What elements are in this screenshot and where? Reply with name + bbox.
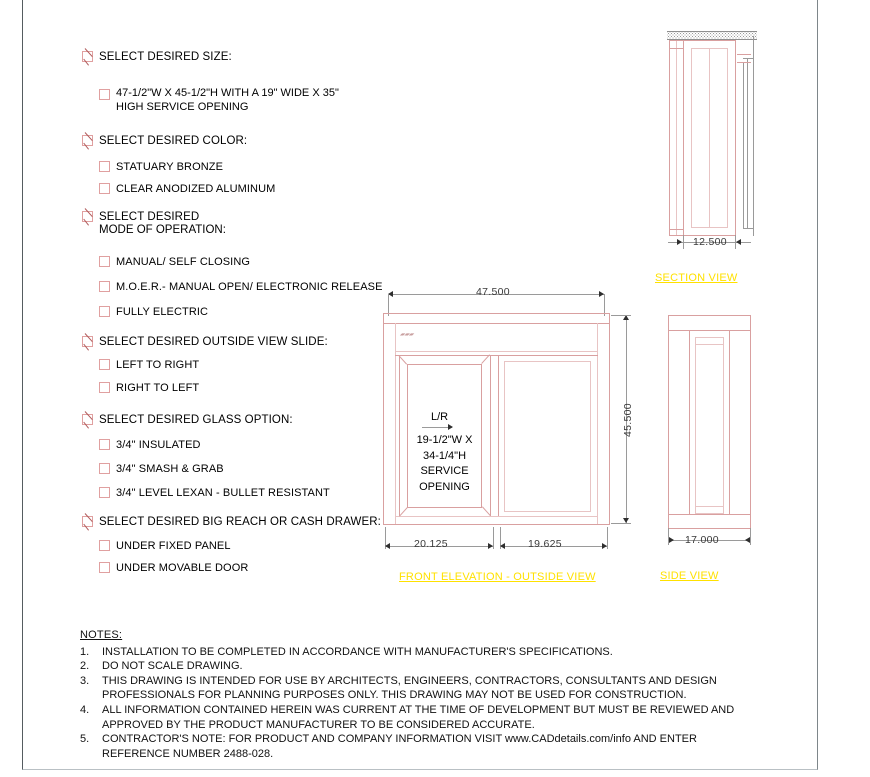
option-item-drawer-2-label: UNDER MOVABLE DOOR: [116, 562, 249, 574]
section-mullion-mid: [743, 63, 744, 228]
note-number: 5.: [80, 733, 90, 746]
note-text: CONTRACTOR'S NOTE: FOR PRODUCT AND COMPANY INFORMATION VISIT www.CADdetails.com/info AND ENTER REFERENCE NUMBER 2488-028.: [102, 733, 697, 760]
bottom-ext-mid-a: [493, 527, 494, 549]
slide-panel-left-stile-outer: [399, 355, 400, 516]
option-item-glass-2[interactable]: [99, 460, 224, 478]
checkbox-slide-header[interactable]: [82, 336, 93, 347]
bottom-dim-left-arrow-b: [488, 543, 493, 549]
section-panel-top: [683, 40, 736, 41]
section-mullion-bracket-b: [737, 62, 751, 63]
side-inner-right: [729, 330, 730, 514]
front-outer-right: [609, 313, 610, 524]
section-panel-sill-rail: [691, 227, 728, 228]
option-item-mode-2-label: M.O.E.R.- MANUAL OPEN/ ELECTRONIC RELEASE: [116, 281, 383, 293]
option-item-mode-1-label: MANUAL/ SELF CLOSING: [116, 256, 251, 268]
section-depth-arrow-left: [677, 239, 682, 245]
side-panel-bottom: [695, 513, 724, 514]
side-depth-arrow-left: [669, 537, 674, 543]
option-group-header-drawer[interactable]: [82, 513, 381, 531]
section-mullion-top-cap: [743, 58, 754, 59]
fixed-panel-right-stile-inner: [590, 361, 591, 511]
note-text: THIS DRAWING IS INTENDED FOR USE BY ARCHITECTS, ENGINEERS, CONTRACTORS, CONSULTANTS AND DESIGN PROFESSIONALS FOR PLANNING PURPOSES ONLY. THIS DRAWING MAY NOT BE USED FOR CONSTRUCTION.: [102, 674, 717, 702]
front-elevation-drawing: [380, 285, 634, 585]
front-height-ext-top: [611, 315, 631, 316]
option-item-mode-3[interactable]: [99, 303, 208, 321]
manufacturer-logo: ▰▰▰: [399, 332, 414, 338]
note-number: 4.: [80, 703, 90, 716]
option-item-slide-1[interactable]: [99, 356, 199, 374]
side-outer-top: [668, 315, 750, 316]
checkbox-under-fixed-panel[interactable]: [99, 540, 110, 551]
side-panel-right: [723, 337, 724, 513]
note-text: INSTALLATION TO BE COMPLETED IN ACCORDANCE WITH MANUFACTURER'S SPECIFICATIONS.: [102, 645, 613, 658]
front-left-panel-dim-text: 20.125: [414, 538, 448, 550]
slide-direction-arrow-head: [448, 424, 453, 430]
section-panel-right: [735, 40, 736, 235]
option-item-drawer-1-label: UNDER FIXED PANEL: [116, 540, 231, 552]
front-height-ext-bottom: [611, 523, 631, 524]
checkbox-size-header[interactable]: [82, 51, 93, 62]
section-panel-left: [683, 40, 684, 235]
side-panel-left: [695, 337, 696, 513]
bottom-dim-right-arrow-b: [602, 543, 607, 549]
checkbox-under-movable-door[interactable]: [99, 562, 110, 573]
side-panel-top: [695, 337, 724, 338]
option-group-header-color-label: SELECT DESIRED COLOR:: [99, 135, 248, 147]
service-opening-line-2: 34-1/4"H: [422, 449, 467, 462]
option-group-header-glass-label: SELECT DESIRED GLASS OPTION:: [99, 414, 293, 426]
front-transom-bottom: [395, 351, 598, 352]
option-item-drawer-1[interactable]: [99, 537, 231, 555]
section-corner-top: [669, 40, 683, 41]
checkbox-statuary-bronze[interactable]: [99, 161, 110, 172]
option-group-header-drawer-label: SELECT DESIRED BIG REACH OR CASH DRAWER:: [99, 516, 381, 528]
option-item-mode-2[interactable]: [99, 278, 383, 296]
slide-panel-right-stile-outer: [490, 355, 491, 516]
option-item-slide-1-label: LEFT TO RIGHT: [116, 359, 200, 371]
option-group-header-slide[interactable]: [82, 333, 328, 351]
section-depth-dim-text: 12.500: [693, 236, 727, 248]
bottom-ext-right: [607, 527, 608, 549]
note-number: 2.: [80, 660, 90, 673]
front-header-band-bottom: [383, 323, 609, 324]
fixed-panel-bottom-rail: [504, 511, 591, 512]
slide-panel-bottom-rail: [407, 507, 482, 508]
side-depth-dim-text: 17.000: [685, 534, 719, 546]
section-header-hatch: [667, 31, 757, 40]
checkbox-fully-electric[interactable]: [99, 306, 110, 317]
side-inner-left: [689, 330, 690, 514]
side-head-band-bottom: [668, 330, 750, 331]
option-group-header-mode-line2: MODE OF OPERATION:: [99, 224, 226, 236]
option-item-drawer-2[interactable]: [99, 559, 248, 577]
checkbox-insulated[interactable]: [99, 439, 110, 450]
checkbox-drawer-header[interactable]: [82, 516, 93, 527]
front-width-dim-text: 47.500: [476, 286, 510, 298]
option-item-color-2-label: CLEAR ANODIZED ALUMINUM: [116, 183, 276, 195]
option-item-color-2[interactable]: [99, 180, 275, 198]
section-outer-left: [669, 40, 670, 235]
note-item: [80, 732, 740, 761]
side-outer-left: [668, 315, 669, 528]
service-opening-callout: [402, 433, 487, 495]
service-opening-line-3: SERVICE: [420, 465, 469, 477]
section-outer-left-inner: [676, 40, 677, 235]
section-corner-bottom: [669, 229, 683, 230]
checkbox-moer[interactable]: [99, 281, 110, 292]
checkbox-manual-self-closing[interactable]: [99, 256, 110, 267]
front-outer-bottom: [383, 524, 610, 525]
section-head-bottom: [669, 48, 683, 49]
front-right-panel-dim-text: 19.625: [528, 538, 562, 550]
note-number: 1.: [80, 645, 90, 658]
section-mullion-bracket-a: [737, 54, 751, 55]
front-outer-left: [383, 313, 384, 524]
side-depth-ext-right: [750, 528, 751, 545]
notes-section: [80, 628, 740, 761]
option-item-glass-1-label: 3/4" INSULATED: [116, 439, 201, 451]
option-item-glass-1[interactable]: [99, 436, 201, 454]
checkbox-left-to-right[interactable]: [99, 359, 110, 370]
section-view-drawing: [655, 18, 775, 288]
side-view-label: SIDE VIEW: [660, 570, 719, 582]
front-elevation-view-label: FRONT ELEVATION - OUTSIDE VIEW: [399, 571, 596, 583]
option-group-header-size-label: SELECT DESIRED SIZE:: [99, 51, 232, 63]
option-item-size-1[interactable]: [99, 86, 361, 114]
slide-direction-label: L/R: [431, 411, 449, 423]
note-item: [80, 659, 740, 674]
option-item-slide-2[interactable]: [99, 379, 199, 397]
note-item: [80, 703, 740, 732]
note-item: [80, 645, 740, 660]
section-mullion-outer: [753, 36, 754, 236]
option-item-glass-3-label: 3/4" LEVEL LEXAN - BULLET RESISTANT: [116, 487, 330, 499]
section-mullion-bottom-cap: [743, 228, 754, 229]
option-group-header-glass[interactable]: [82, 411, 293, 429]
section-base-bottom: [669, 235, 683, 236]
front-panel-sill: [395, 516, 598, 517]
slide-panel-top-rail: [407, 364, 482, 365]
note-number: 3.: [80, 674, 90, 687]
option-item-size-1-label: 47-1/2"W X 45-1/2"H WITH A 19" WIDE X 35" HIGH SERVICE OPENING: [116, 87, 339, 113]
fixed-panel-left-stile: [498, 355, 499, 516]
side-sill-band-top: [668, 514, 750, 515]
service-opening-line-1: 19-1/2"W X: [416, 434, 473, 446]
option-group-header-mode-label: SELECT DESIRED: [99, 211, 200, 223]
checkbox-right-to-left[interactable]: [99, 382, 110, 393]
side-panel-sill-rail: [695, 506, 724, 507]
section-mullion-inner: [747, 58, 748, 228]
side-depth-arrow-right: [745, 537, 750, 543]
checkbox-clear-anodized-aluminum[interactable]: [99, 183, 110, 194]
option-item-glass-2-label: 3/4" SMASH & GRAB: [116, 463, 224, 475]
option-item-mode-3-label: FULLY ELECTRIC: [116, 306, 209, 318]
checkbox-color-header[interactable]: [82, 135, 93, 146]
fixed-panel-left-stile-inner: [504, 361, 505, 511]
note-item: [80, 674, 740, 703]
note-text: DO NOT SCALE DRAWING.: [102, 660, 243, 673]
option-group-header-color[interactable]: [82, 132, 247, 150]
notes-title: NOTES:: [80, 629, 123, 641]
option-item-glass-3[interactable]: [99, 484, 330, 502]
option-item-color-1[interactable]: [99, 158, 223, 176]
side-outer-bottom: [668, 528, 751, 529]
front-height-dim-text: 45.500: [622, 403, 634, 437]
checkbox-smash-and-grab[interactable]: [99, 463, 110, 474]
section-panel-center: [709, 48, 710, 227]
option-item-color-1-label: STATUARY BRONZE: [116, 161, 224, 173]
checkbox-glass-header[interactable]: [82, 414, 93, 425]
checkbox-mode-header[interactable]: [82, 211, 93, 222]
option-group-header-size[interactable]: [82, 48, 232, 66]
option-item-mode-1[interactable]: [99, 253, 250, 271]
section-depth-arrow-right: [736, 239, 741, 245]
checkbox-level-lexan[interactable]: [99, 487, 110, 498]
front-panel-head: [395, 355, 598, 356]
bottom-dim-left-arrow-a: [385, 543, 390, 549]
note-text: ALL INFORMATION CONTAINED HEREIN WAS CURRENT AT THE TIME OF DEVELOPMENT BUT MUST BE REVIEWED AND APPROVED BY THE PRODUCT MANUFACTURER TO BE CONSIDERED ACCURATE.: [102, 703, 735, 731]
section-panel-left-inner: [691, 48, 692, 227]
side-view-drawing: [660, 308, 770, 588]
section-view-label: SECTION VIEW: [655, 272, 738, 284]
bottom-dim-right-arrow-a: [500, 543, 505, 549]
front-inner-right: [597, 323, 598, 524]
front-inner-left: [395, 323, 396, 524]
side-panel-head-rail: [695, 344, 724, 345]
front-outer-top: [383, 313, 609, 314]
section-panel-right-inner: [727, 48, 728, 227]
checkbox-size-option-1[interactable]: [99, 89, 110, 100]
option-group-header-slide-label: SELECT DESIRED OUTSIDE VIEW SLIDE:: [99, 336, 328, 348]
side-outer-right: [750, 315, 751, 528]
option-item-slide-2-label: RIGHT TO LEFT: [116, 382, 200, 394]
fixed-panel-top-rail: [504, 361, 591, 362]
service-opening-line-4: OPENING: [419, 480, 470, 493]
